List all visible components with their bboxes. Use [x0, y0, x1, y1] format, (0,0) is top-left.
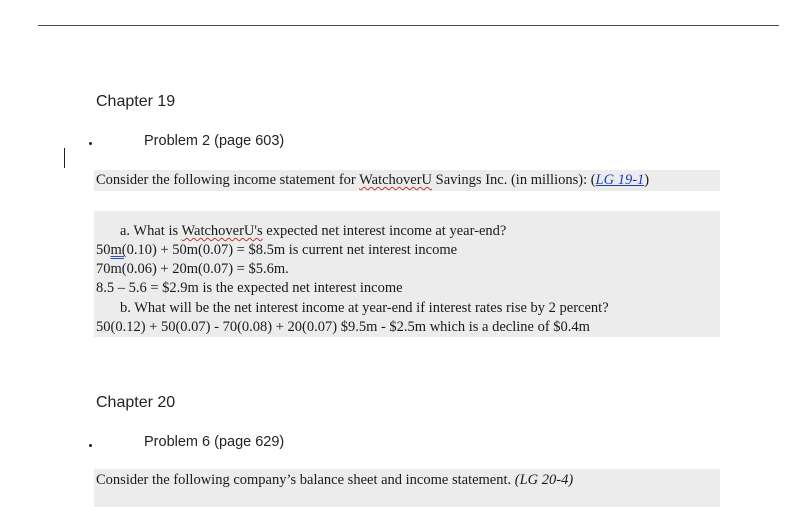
- calc-line-3: 8.5 – 5.6 = $2.9m is the expected net interest income: [96, 280, 403, 296]
- intro-text-end: ): [644, 172, 650, 188]
- bullet-marker: [89, 142, 92, 145]
- calc-line-1-c: 0.10) + 50m(0.07) = $8.5m is current net interest income: [126, 242, 458, 258]
- question-a-company: WatchoverU's: [181, 223, 263, 239]
- chapter-19-intro: [96, 172, 649, 189]
- lg-20-4-ref: (LG 20-4): [514, 472, 574, 488]
- calc-line-1: [96, 242, 457, 259]
- chapter-20-intro-text: Consider the following company’s balance sheet and income statement.: [96, 472, 515, 488]
- chapter-20-intro: [96, 472, 573, 489]
- intro-text-mid: Savings Inc. (in millions): (: [432, 172, 596, 188]
- chapter-19-problem: Problem 2 (page 603): [144, 133, 285, 149]
- calc-line-4: 50(0.12) + 50(0.07) - 70(0.08) + 20(0.07) $9.5m - $2.5m which is a decline of $0.4m: [96, 319, 590, 335]
- calc-line-2: 70m(0.06) + 20m(0.07) = $5.6m.: [96, 261, 289, 277]
- company-name: WatchoverU: [359, 172, 433, 188]
- question-a-end: expected net interest income at year-end?: [262, 223, 507, 239]
- chapter-20-heading: Chapter 20: [96, 394, 176, 411]
- question-a-start: a. What is: [120, 223, 182, 239]
- text-cursor: [64, 148, 65, 168]
- bullet-marker: [89, 444, 92, 447]
- calc-line-1-b: m(: [110, 242, 127, 258]
- chapter-20-problem: Problem 6 (page 629): [144, 434, 285, 450]
- question-a: [120, 223, 506, 240]
- chapter-19-heading: Chapter 19: [96, 93, 176, 110]
- calc-line-1-a: 50: [96, 242, 111, 258]
- lg-19-1-link[interactable]: LG 19-1: [595, 172, 645, 188]
- intro-text-start: Consider the following income statement for: [96, 172, 360, 188]
- header-rule: [38, 25, 779, 26]
- question-b: b. What will be the net interest income at year-end if interest rates rise by 2 percent?: [120, 300, 609, 316]
